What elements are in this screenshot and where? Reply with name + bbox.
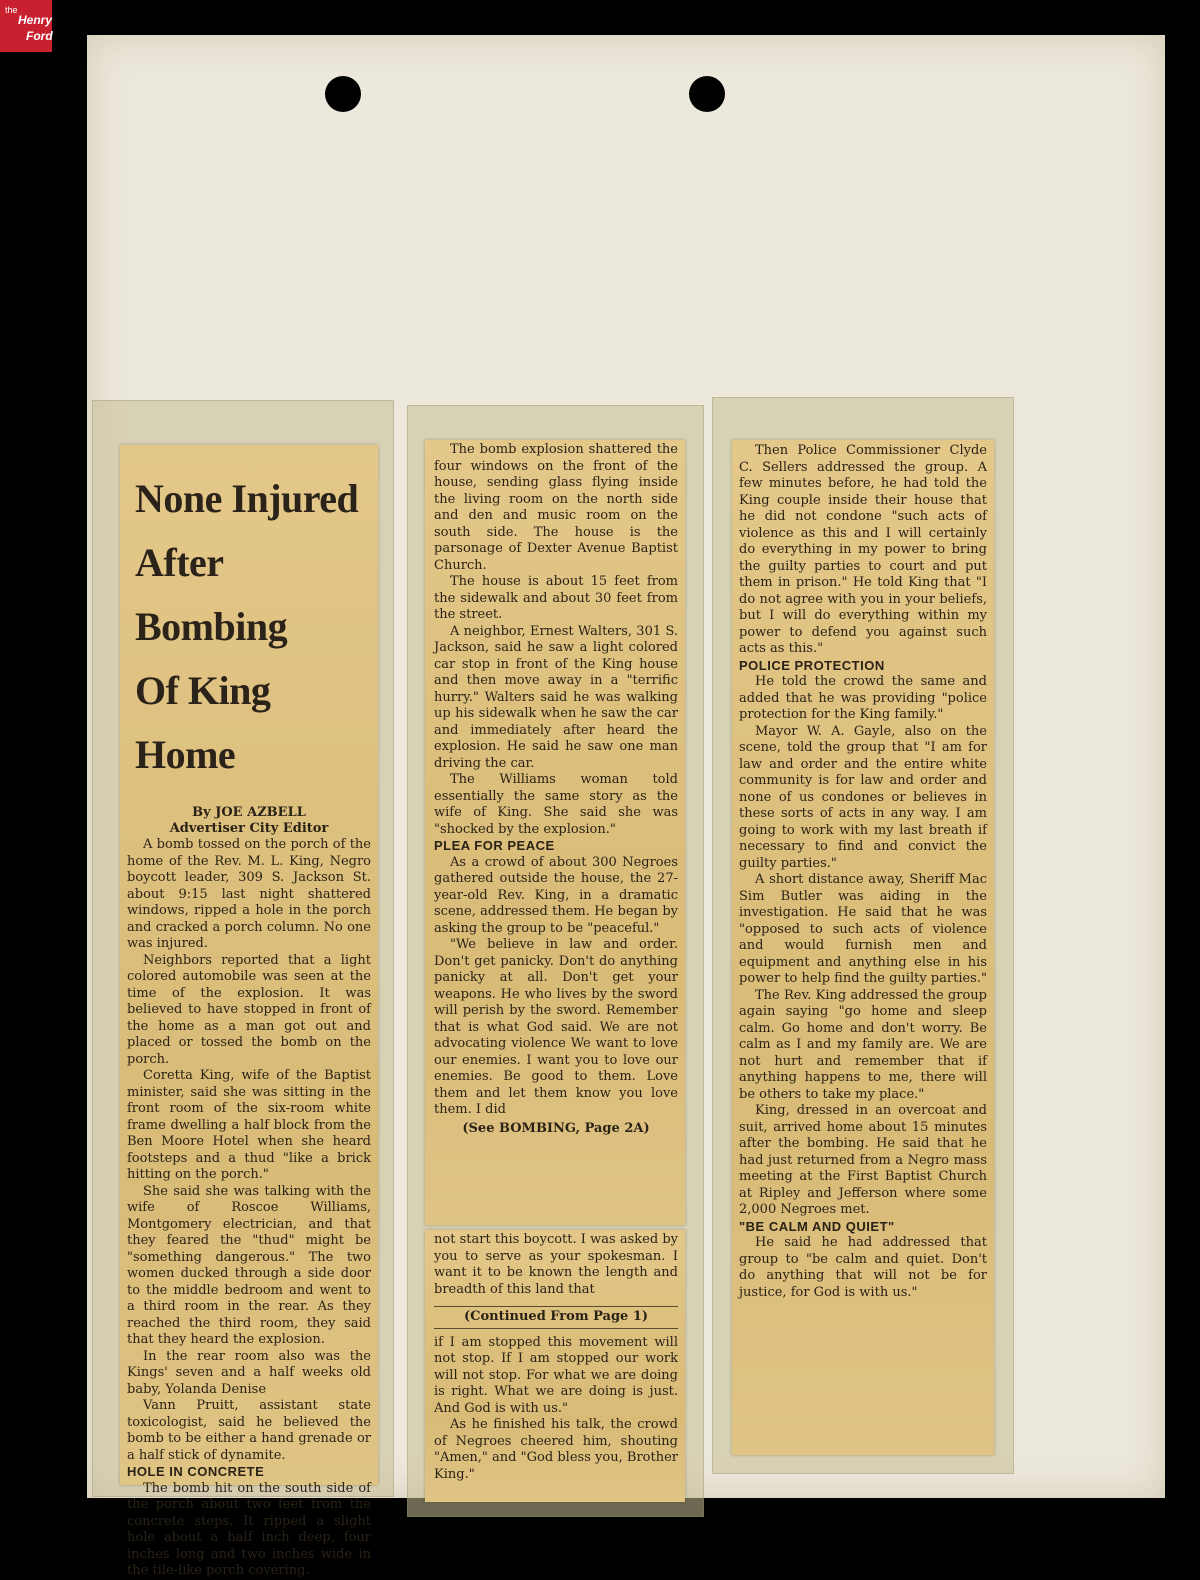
- paragraph: In the rear room also was the Kings' seven and a half weeks old baby, Yolanda Denise: [127, 1348, 371, 1397]
- headline-line: Of King Home: [135, 668, 271, 777]
- logo-henry: Henry: [18, 13, 53, 27]
- paragraph: The bomb explosion shattered the four windows on the front of the house, sending glass flying inside the living room on the north side and den and music room on the south side. The house is the parsonage of Dexter Avenue Baptist Church.: [434, 442, 678, 573]
- paragraph: As a crowd of about 300 Negroes gathered outside the house, the 27-year-old Rev. King, in a dramatic scene, addressed them. He began by asking the group to be "peaceful.": [434, 854, 678, 936]
- paragraph: The Rev. King addressed the group again saying "go home and sleep calm. Go home and don't worry. Be calm as I and my family are. We are not hurt and remember that if anything happens to me, there will be others to take my place.": [739, 987, 987, 1102]
- paragraph: He said he had addressed that group to "be calm and quiet. Don't do anything that will not be for justice, for God is with us.": [739, 1235, 987, 1300]
- paragraph: "We believe in law and order. Don't get panicky. Don't do anything panicky at all. Don't get your weapons. He who lives by the sword will perish by the sword. Remember that is what God said. We are not advocating violence We want to love our enemies. I want you to love our enemies. Be good to them. Love them and let them know you love them. I did: [434, 937, 678, 1117]
- headline: [135, 467, 371, 787]
- paragraph: The house is about 15 feet from the sidewalk and about 30 feet from the street.: [434, 574, 678, 622]
- paragraph: The Williams woman told essentially the same story as the wife of King. She said she was "shocked by the explosion.": [434, 772, 678, 837]
- clipping-column-2: [425, 440, 685, 1225]
- paragraph: Coretta King, wife of the Baptist minister, said she was sitting in the front room of the six-room white frame dwelling a half block from the Ben Moore Hotel when she heard footsteps and a thud "like a brick hitting on the porch.": [127, 1068, 371, 1182]
- paragraph: Vann Pruitt, assistant state toxicologist, said he believed the bomb to be either a hand grenade or a half stick of dynamite.: [127, 1398, 371, 1463]
- subhead: "BE CALM AND QUIET": [739, 1218, 895, 1234]
- punch-hole-right: [689, 76, 725, 112]
- paragraph: not start this boycott. I was asked by you to serve as your spokesman. I want it to be known the length and breadth of this land that: [434, 1232, 678, 1297]
- paragraph: if I am stopped this movement will not stop. If I am stopped our work will not stop. For what we are doing is right. What we are doing is just. And God is with us.": [434, 1334, 678, 1416]
- continued-line: (Continued From Page 1): [434, 1306, 678, 1329]
- punch-hole-left: [325, 76, 361, 112]
- headline-line: After Bombing: [135, 540, 288, 649]
- paragraph: As he finished his talk, the crowd of Negroes cheered him, shouting "Amen," and "God bless you, Brother King.": [434, 1417, 678, 1482]
- subhead: HOLE IN CONCRETE: [127, 1464, 265, 1479]
- paragraph: A bomb tossed on the porch of the home of the Rev. M. L. King, Negro boycott leader, 309 S. Jackson St. about 9:15 last night shattered windows, ripped a hole in the porch and cracked a porch column. No one was injured.: [127, 837, 371, 951]
- clipping-column-1: [120, 445, 378, 1578]
- paragraph: Neighbors reported that a light colored automobile was seen at the time of the explosion. It was believed to have stopped in front of the home as a man got out and placed or tossed the bomb on the porch.: [127, 952, 371, 1067]
- paragraph: A neighbor, Ernest Walters, 301 S. Jackson, said he saw a light colored car stop in front of the King house and then move away in a "terrific hurry." Walters said he was walking up his sidewalk when he saw the car and immediately after heard the explosion. He said he saw one man driving the car.: [434, 623, 678, 771]
- paragraph: Then Police Commissioner Clyde C. Sellers addressed the group. A few minutes before, he had told the King couple inside their house that he did not condone "such acts of violence as this and I will certainly do everything in my power to bring the guilty parties to court and put them in prison." He told King that "I do not agree with you in your beliefs, but I will do everything within my power to defend you against such acts as this.": [739, 443, 987, 656]
- byline: By JOE AZBELL: [192, 805, 306, 820]
- paragraph: Mayor W. A. Gayle, also on the scene, told the group that "I am for law and order and the entire white community is for law and order and none of us condones or believes in these sorts of acts in any way. I am going to work with my last breath if necessary to find and convict the guilty parties.": [739, 723, 987, 871]
- subhead: POLICE PROTECTION: [739, 657, 885, 673]
- paragraph: He told the crowd the same and added that he was providing "police protection for the King family.": [739, 674, 987, 722]
- paragraph: A short distance away, Sheriff Mac Sim Butler was aiding in the investigation. He said that he was "opposed to such acts of violence and would furnish men and equipment and anything else in his power to help find the guilty parties.": [739, 872, 987, 986]
- byline-title: Advertiser City Editor: [169, 821, 329, 836]
- headline-line: None Injured: [135, 476, 359, 521]
- logo-the: the: [5, 5, 18, 15]
- paragraph: The bomb hit on the south side of the porch about two feet from the concrete steps. It ripped a slight hole about a half inch deep, four inches long and two inches wide in the tile-like porch covering.: [127, 1480, 371, 1578]
- subhead: PLEA FOR PEACE: [434, 838, 555, 853]
- henry-ford-logo: [0, 0, 52, 52]
- clipping-column-2-continued: [425, 1230, 685, 1502]
- logo-ford: Ford: [26, 29, 53, 43]
- jump-line: (See BOMBING, Page 2A): [462, 1120, 650, 1136]
- clipping-column-3: [732, 440, 994, 1455]
- paragraph: She said she was talking with the wife of Roscoe Williams, Montgomery electrician, and that they feared the "thud" might be "something dangerous." The two women ducked through a side door to the middle bedroom and went to a third room in the rear. As they reached the third room, they said that they heard the explosion.: [127, 1183, 371, 1347]
- scrapbook-page: [87, 35, 1165, 1578]
- paragraph: King, dressed in an overcoat and suit, arrived home about 15 minutes after the bombing. He said that he had just returned from a Negro mass meeting at the First Baptist Church at Ripley and Jefferson where some 2,000 Negroes met.: [739, 1103, 987, 1217]
